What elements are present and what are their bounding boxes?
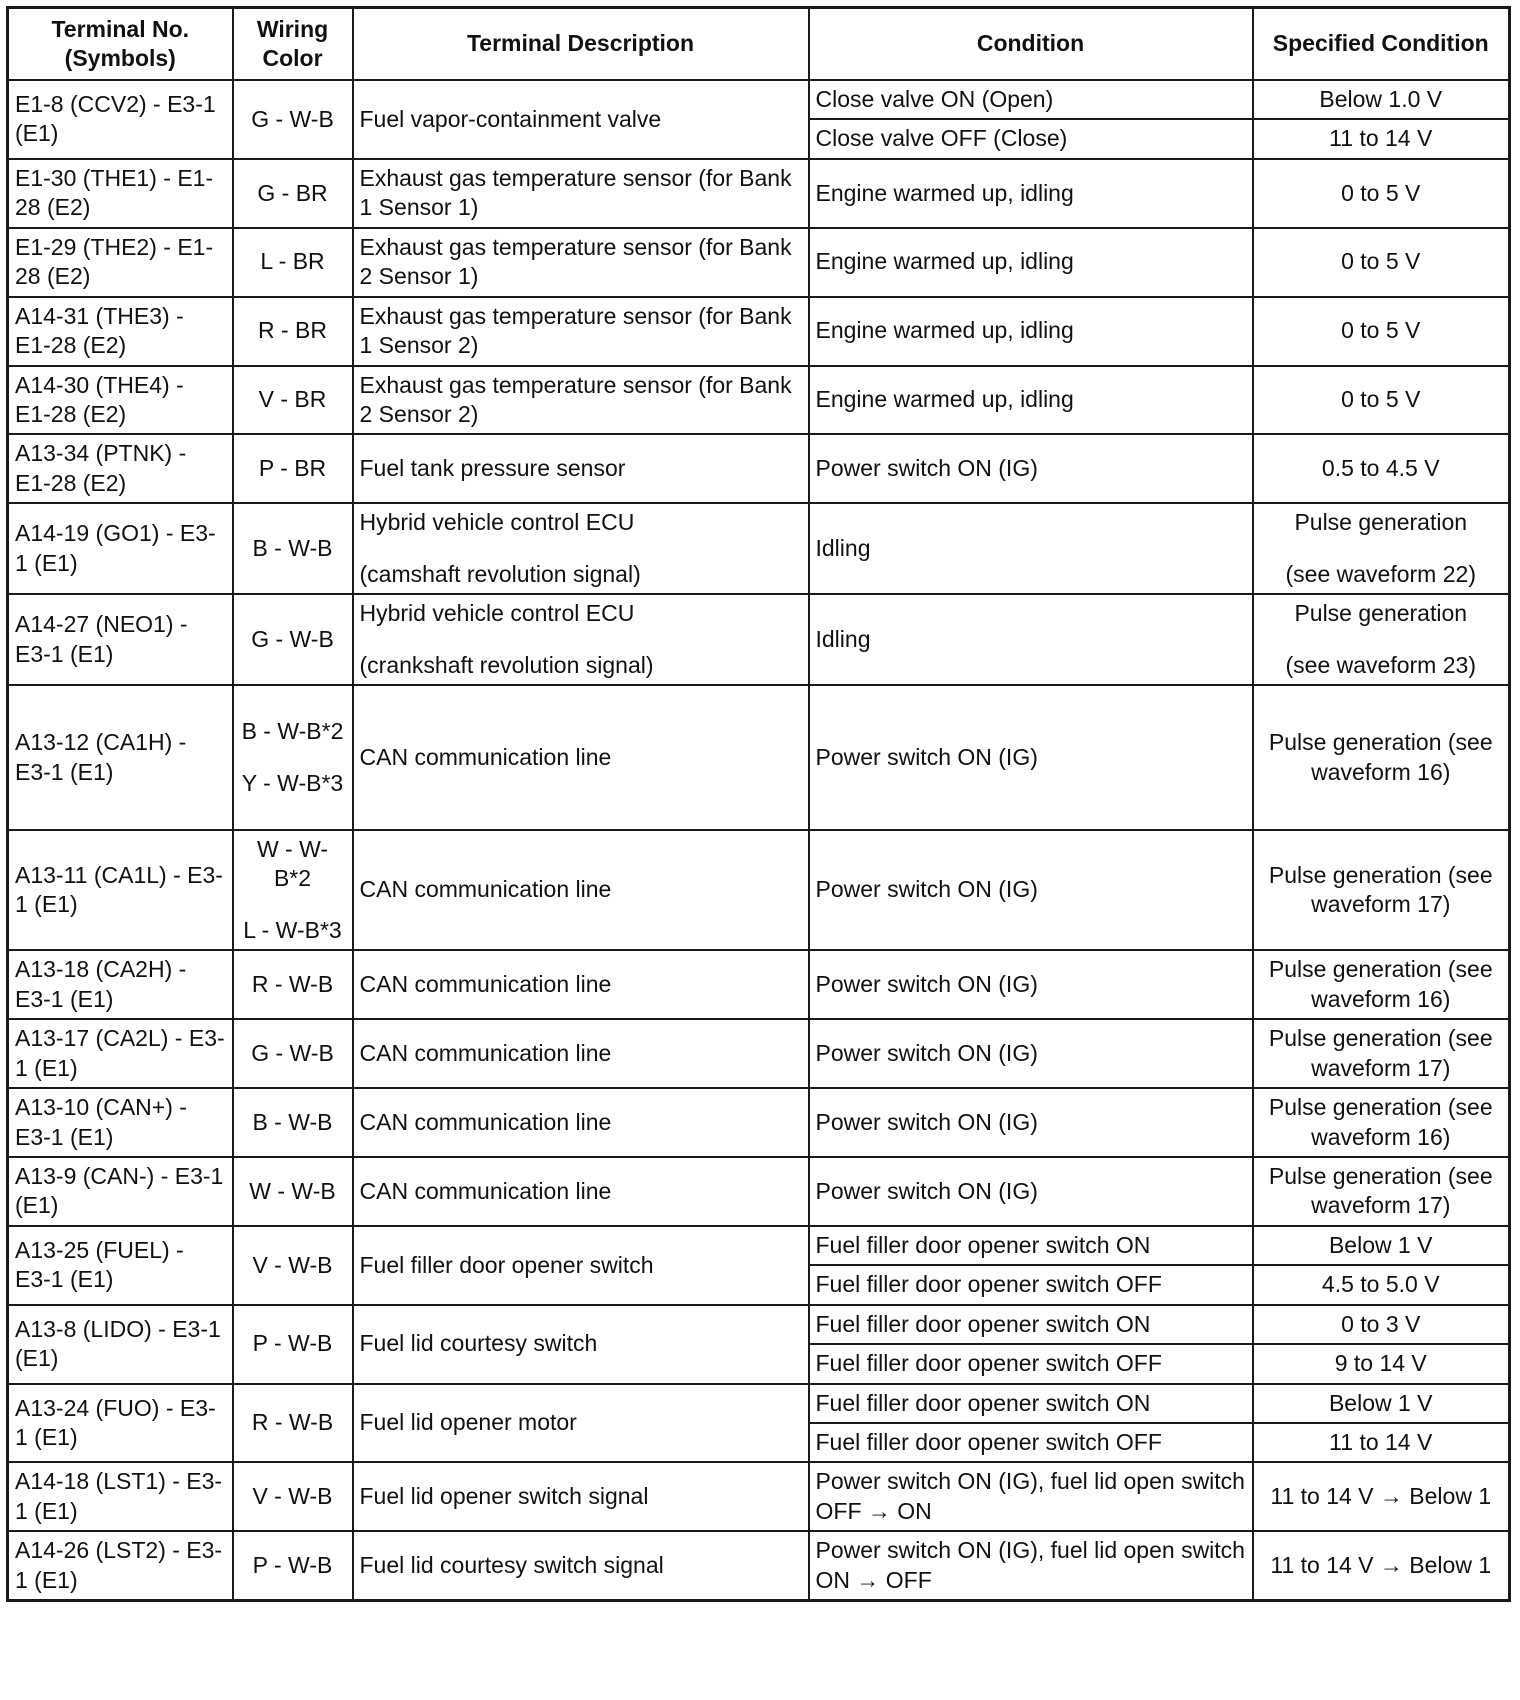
condition-cell	[809, 1531, 1253, 1600]
specified-cell	[1253, 1462, 1510, 1531]
terminal-cell: A13-25 (FUEL) - E3-1 (E1)	[8, 1226, 233, 1305]
description-cell	[353, 685, 809, 830]
terminal-cell: A13-8 (LIDO) - E3-1 (E1)	[8, 1305, 233, 1384]
wiring-cell	[233, 366, 353, 435]
condition-cell-line: Power switch ON (IG)	[815, 1039, 1038, 1066]
wiring-cell-line: R - W-B	[251, 971, 334, 998]
specified-cell-line: Pulse generation (see waveform 17)	[1268, 861, 1493, 918]
description-cell-line: CAN communication line	[359, 876, 612, 903]
specified-cell-line: 11 to 14 V → Below 1	[1270, 1552, 1492, 1579]
description-cell-line: Fuel tank pressure sensor	[359, 455, 626, 482]
terminal-cell: A14-18 (LST1) - E3-1 (E1)	[8, 1462, 233, 1531]
condition-cell-line: Power switch ON (IG), fuel lid open switch ON → OFF	[815, 1537, 1245, 1593]
terminal-cell: A13-10 (CAN+) - E3-1 (E1)	[8, 1088, 233, 1157]
wiring-cell-line: R - W-B	[251, 1409, 334, 1436]
wiring-cell-line: B - W-B	[252, 534, 333, 561]
wiring-cell	[233, 1157, 353, 1226]
terminal-cell: A13-9 (CAN-) - E3-1 (E1)	[8, 1157, 233, 1226]
condition-cell-line: Idling	[815, 625, 871, 652]
condition-cell	[809, 228, 1253, 297]
specified-cell-line: 0 to 5 V	[1341, 248, 1421, 275]
condition-cell	[809, 297, 1253, 366]
description-cell-line: CAN communication line	[359, 743, 612, 770]
wiring-cell-line: V - W-B	[252, 1483, 333, 1510]
condition-cell	[809, 950, 1253, 1019]
condition-cell	[809, 1305, 1253, 1344]
condition-cell	[809, 366, 1253, 435]
wiring-cell	[233, 685, 353, 830]
wiring-cell-line: G - W-B	[251, 105, 334, 132]
specified-cell	[1253, 80, 1510, 119]
description-cell-line: Fuel filler door opener switch	[359, 1251, 654, 1278]
description-cell	[353, 950, 809, 1019]
specified-cell-line: Below 1.0 V	[1319, 86, 1443, 112]
condition-cell	[809, 80, 1253, 119]
condition-cell	[809, 1462, 1253, 1531]
description-cell-line: Exhaust gas temperature sensor (for Bank 2 Sensor 1)	[359, 233, 792, 290]
description-cell-line: Hybrid vehicle control ECU	[359, 600, 635, 627]
description-cell	[353, 228, 809, 297]
description-cell	[353, 297, 809, 366]
description-cell	[353, 1462, 809, 1531]
description-cell	[353, 1305, 809, 1384]
header-specified: Specified Condition	[1253, 8, 1510, 81]
specified-cell	[1253, 1226, 1510, 1265]
condition-cell	[809, 1226, 1253, 1265]
specified-cell	[1253, 950, 1510, 1019]
header-description: Terminal Description	[353, 8, 809, 81]
wiring-cell-line: G - BR	[257, 179, 328, 206]
condition-cell	[809, 1088, 1253, 1157]
condition-cell-line: Engine warmed up, idling	[815, 386, 1074, 413]
condition-cell-line: Fuel filler door opener switch OFF	[815, 1429, 1162, 1455]
description-cell	[353, 1226, 809, 1305]
specified-cell	[1253, 297, 1510, 366]
table-row	[8, 80, 1510, 119]
table-row	[8, 594, 1510, 685]
description-cell	[353, 1384, 809, 1463]
header-wiring: Wiring Color	[233, 8, 353, 81]
description-cell	[353, 434, 809, 503]
specified-cell-line: 9 to 14 V	[1334, 1350, 1427, 1377]
table-row	[8, 503, 1510, 594]
specified-cell-line: Pulse generation (see waveform 17)	[1268, 1025, 1493, 1081]
specified-cell	[1253, 1157, 1510, 1226]
terminal-cell: A14-19 (GO1) - E3-1 (E1)	[8, 503, 233, 594]
description-cell	[353, 1088, 809, 1157]
condition-cell-line: Engine warmed up, idling	[815, 248, 1074, 275]
wiring-cell-line: B - W-B*2	[241, 718, 344, 745]
condition-cell	[809, 685, 1253, 830]
terminal-cell: A13-12 (CA1H) - E3-1 (E1)	[8, 685, 233, 830]
terminal-cell: A13-18 (CA2H) - E3-1 (E1)	[8, 950, 233, 1019]
condition-cell-line: Fuel filler door opener switch ON	[815, 1389, 1151, 1416]
wiring-cell-line: P - BR	[258, 455, 327, 482]
condition-cell-line: Engine warmed up, idling	[815, 317, 1074, 344]
condition-cell-line: Power switch ON (IG)	[815, 455, 1038, 482]
table-row	[8, 1019, 1510, 1088]
description-cell	[353, 366, 809, 435]
specified-cell-line: Below 1 V	[1328, 1389, 1433, 1416]
wiring-cell-line: V - BR	[258, 386, 327, 413]
terminal-cell: A13-17 (CA2L) - E3-1 (E1)	[8, 1019, 233, 1088]
condition-cell-line: Fuel filler door opener switch OFF	[815, 1350, 1162, 1377]
wiring-cell	[233, 297, 353, 366]
specified-cell	[1253, 1423, 1510, 1462]
wiring-cell-line: L - W-B*3	[243, 916, 342, 943]
description-cell	[353, 1531, 809, 1600]
terminal-cell: A14-26 (LST2) - E3-1 (E1)	[8, 1531, 233, 1600]
specified-cell	[1253, 685, 1510, 830]
condition-cell-line: Close valve OFF (Close)	[815, 125, 1068, 152]
description-cell-line: Exhaust gas temperature sensor (for Bank 2 Sensor 2)	[359, 371, 792, 427]
specified-cell	[1253, 830, 1510, 950]
terminal-cell: E1-30 (THE1) - E1-28 (E2)	[8, 159, 233, 228]
description-cell-line: CAN communication line	[359, 1039, 612, 1066]
wiring-cell-line: W - W-B*2	[256, 836, 329, 892]
specified-cell-line: 11 to 14 V → Below 1	[1270, 1483, 1492, 1510]
specified-cell-line: 0 to 5 V	[1341, 386, 1421, 413]
condition-cell	[809, 1265, 1253, 1304]
specified-cell	[1253, 159, 1510, 228]
description-cell-line: (camshaft revolution signal)	[359, 560, 641, 587]
specified-cell-line: 11 to 14 V	[1329, 125, 1433, 152]
table-body	[8, 80, 1510, 1601]
specified-cell-line: 0.5 to 4.5 V	[1321, 455, 1440, 482]
condition-cell	[809, 1423, 1253, 1462]
specified-cell	[1253, 119, 1510, 158]
wiring-cell	[233, 80, 353, 159]
table-row	[8, 1305, 1510, 1344]
condition-cell	[809, 119, 1253, 158]
specified-cell	[1253, 594, 1510, 685]
specified-cell	[1253, 1384, 1510, 1423]
table-row	[8, 1157, 1510, 1226]
specified-cell	[1253, 503, 1510, 594]
terminal-cell: A14-31 (THE3) - E1-28 (E2)	[8, 297, 233, 366]
description-cell-line: CAN communication line	[359, 1108, 612, 1135]
specified-cell	[1253, 1305, 1510, 1344]
condition-cell	[809, 159, 1253, 228]
condition-cell	[809, 1344, 1253, 1383]
description-cell	[353, 503, 809, 594]
wiring-cell	[233, 159, 353, 228]
wiring-cell	[233, 503, 353, 594]
table-row	[8, 685, 1510, 830]
specified-cell-line: Pulse generation (see waveform 16)	[1268, 1094, 1493, 1150]
condition-cell-line: Engine warmed up, idling	[815, 179, 1074, 206]
wiring-cell-line: G - W-B	[251, 625, 334, 652]
condition-cell-line: Power switch ON (IG)	[815, 743, 1038, 770]
specified-cell-line: 0 to 5 V	[1341, 179, 1421, 206]
table-row	[8, 1462, 1510, 1531]
description-cell-line: Fuel lid opener motor	[359, 1409, 577, 1436]
specified-cell-line: Pulse generation	[1294, 509, 1468, 536]
terminal-cell: A13-24 (FUO) - E3-1 (E1)	[8, 1384, 233, 1463]
specified-cell	[1253, 1019, 1510, 1088]
header-terminal: Terminal No. (Symbols)	[8, 8, 233, 81]
wiring-cell-line: L - BR	[260, 248, 325, 275]
description-cell	[353, 594, 809, 685]
terminal-cell: A13-34 (PTNK) - E1-28 (E2)	[8, 434, 233, 503]
specified-cell-line: 0 to 3 V	[1341, 1310, 1421, 1337]
specified-cell-line: (see waveform 22)	[1285, 560, 1476, 587]
specified-cell-line: (see waveform 23)	[1285, 651, 1476, 678]
condition-cell	[809, 594, 1253, 685]
wiring-cell	[233, 1531, 353, 1600]
condition-cell-line: Power switch ON (IG)	[815, 876, 1038, 903]
table-row	[8, 950, 1510, 1019]
wiring-cell	[233, 830, 353, 950]
wiring-cell	[233, 228, 353, 297]
terminal-cell: E1-8 (CCV2) - E3-1 (E1)	[8, 80, 233, 159]
specified-cell-line: 11 to 14 V	[1329, 1429, 1433, 1455]
condition-cell	[809, 503, 1253, 594]
condition-cell-line: Power switch ON (IG)	[815, 971, 1038, 998]
description-cell-line: CAN communication line	[359, 971, 612, 998]
table-row	[8, 1531, 1510, 1600]
wiring-cell	[233, 1088, 353, 1157]
condition-cell-line: Power switch ON (IG), fuel lid open switch OFF → ON	[815, 1468, 1245, 1524]
condition-cell-line: Fuel filler door opener switch ON	[815, 1310, 1151, 1337]
wiring-cell	[233, 1384, 353, 1463]
description-cell-line: Exhaust gas temperature sensor (for Bank 1 Sensor 1)	[359, 164, 792, 221]
specified-cell	[1253, 366, 1510, 435]
condition-cell	[809, 1384, 1253, 1423]
condition-cell	[809, 1019, 1253, 1088]
description-cell-line: Exhaust gas temperature sensor (for Bank 1 Sensor 2)	[359, 302, 792, 359]
description-cell-line: Fuel lid opener switch signal	[359, 1483, 649, 1510]
header-condition: Condition	[809, 8, 1253, 81]
description-cell-line: Fuel lid courtesy switch	[359, 1330, 598, 1357]
condition-cell-line: Close valve ON (Open)	[815, 86, 1054, 112]
wiring-cell-line: P - W-B	[252, 1552, 333, 1579]
table-row	[8, 228, 1510, 297]
table-row	[8, 159, 1510, 228]
specified-cell	[1253, 1344, 1510, 1383]
specified-cell	[1253, 228, 1510, 297]
table-row	[8, 434, 1510, 503]
wiring-cell	[233, 434, 353, 503]
specified-cell	[1253, 1088, 1510, 1157]
table-row	[8, 366, 1510, 435]
description-cell-line: (crankshaft revolution signal)	[359, 651, 654, 678]
condition-cell-line: Fuel filler door opener switch ON	[815, 1231, 1151, 1258]
condition-cell-line: Power switch ON (IG)	[815, 1108, 1038, 1135]
description-cell	[353, 159, 809, 228]
table-row	[8, 297, 1510, 366]
specified-cell-line: Pulse generation	[1294, 600, 1468, 627]
specified-cell-line: Pulse generation (see waveform 16)	[1268, 956, 1493, 1012]
description-cell-line: CAN communication line	[359, 1177, 612, 1204]
wiring-cell	[233, 1226, 353, 1305]
wiring-cell-line: V - W-B	[252, 1251, 333, 1278]
wiring-cell	[233, 1305, 353, 1384]
terminal-cell: A14-30 (THE4) - E1-28 (E2)	[8, 366, 233, 435]
condition-cell-line: Idling	[815, 534, 871, 561]
specified-cell	[1253, 434, 1510, 503]
wiring-cell	[233, 950, 353, 1019]
description-cell-line: Fuel vapor-containment valve	[359, 105, 662, 132]
specified-cell	[1253, 1265, 1510, 1304]
terminal-cell: A14-27 (NEO1) - E3-1 (E1)	[8, 594, 233, 685]
wiring-cell-line: R - BR	[258, 317, 327, 344]
wiring-cell-line: W - W-B	[249, 1177, 336, 1204]
table-row	[8, 1384, 1510, 1423]
description-cell-line: Hybrid vehicle control ECU	[359, 509, 635, 536]
wiring-cell-line: P - W-B	[252, 1330, 333, 1357]
wiring-cell	[233, 1019, 353, 1088]
wiring-cell	[233, 1462, 353, 1531]
terminal-table	[6, 6, 1511, 1602]
description-cell	[353, 1157, 809, 1226]
specified-cell-line: 4.5 to 5.0 V	[1321, 1271, 1440, 1298]
table-row	[8, 1088, 1510, 1157]
condition-cell-line: Power switch ON (IG)	[815, 1177, 1038, 1204]
wiring-cell-line: Y - W-B*3	[241, 769, 344, 796]
description-cell-line: Fuel lid courtesy switch signal	[359, 1552, 664, 1579]
specified-cell-line: Pulse generation (see waveform 17)	[1268, 1162, 1493, 1219]
terminal-cell: E1-29 (THE2) - E1-28 (E2)	[8, 228, 233, 297]
header-row	[8, 8, 1510, 81]
table-row	[8, 1226, 1510, 1265]
specified-cell-line: Below 1 V	[1328, 1231, 1433, 1258]
condition-cell-line: Fuel filler door opener switch OFF	[815, 1271, 1162, 1298]
condition-cell	[809, 830, 1253, 950]
terminal-cell: A13-11 (CA1L) - E3-1 (E1)	[8, 830, 233, 950]
wiring-cell	[233, 594, 353, 685]
specified-cell-line: 0 to 5 V	[1341, 317, 1421, 344]
description-cell	[353, 830, 809, 950]
specified-cell	[1253, 1531, 1510, 1600]
wiring-cell-line: B - W-B	[252, 1108, 333, 1135]
description-cell	[353, 80, 809, 159]
specified-cell-line: Pulse generation (see waveform 16)	[1268, 729, 1493, 785]
wiring-cell-line: G - W-B	[251, 1039, 334, 1066]
table-row	[8, 830, 1510, 950]
condition-cell	[809, 1157, 1253, 1226]
condition-cell	[809, 434, 1253, 503]
description-cell	[353, 1019, 809, 1088]
